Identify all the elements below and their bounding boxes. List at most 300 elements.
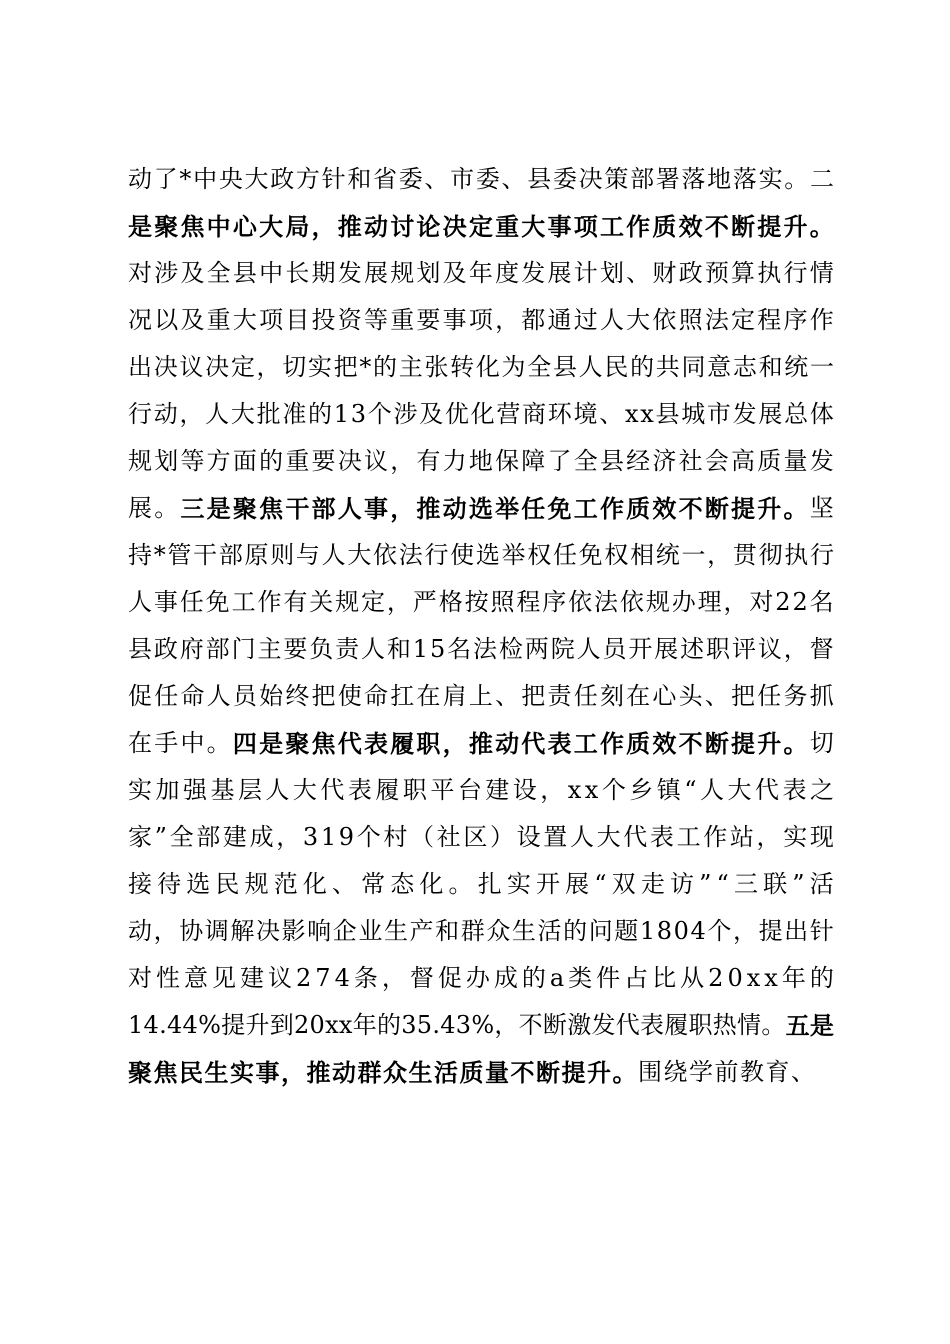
text-char: 及 [442,259,467,287]
text-char: 4 [440,1011,456,1039]
text-char: 个 [367,400,392,428]
text-char: 计 [573,259,598,287]
text-char: 展 [758,400,783,428]
bold-text-char: 焦 [180,212,205,241]
text-char: 总 [784,400,809,428]
text-char: 建 [240,964,264,992]
text-char: % [198,1011,221,1039]
bold-text-char: 举 [495,494,520,523]
text-char: 事 [153,588,178,616]
bold-text-char: 断 [704,729,729,758]
bold-text-char: 重 [495,212,520,241]
text-char: 代 [623,823,648,851]
text-line [128,908,834,955]
text-char: 3 [302,823,319,851]
text-char: 实 [307,353,332,381]
text-char: 统 [784,353,809,381]
text-char: 度 [495,259,520,287]
text-char: 环 [547,400,572,428]
text-char: 开 [628,635,653,663]
text-char: 资 [337,306,362,334]
text-char: 意 [707,353,732,381]
text-char: ， [723,588,748,616]
text-char: 任 [552,541,577,569]
text-char: 4 [167,1011,183,1039]
text-char: 出 [784,917,809,945]
text-char: 1 [412,635,429,663]
text-char: 学 [689,1058,715,1086]
text-char: 决 [337,447,362,475]
text-char: 、 [495,682,520,710]
text-char: 意 [184,964,208,992]
bold-text-char: 质 [626,729,651,758]
text-char: 产 [409,917,434,945]
text-char: 作 [703,823,728,851]
text-char: 情 [737,1011,762,1039]
text-char: 发 [521,259,546,287]
text-char: 职 [706,635,731,663]
text-char: 办 [465,964,490,992]
text-char: 升 [245,1011,270,1039]
text-char: x [624,400,639,428]
text-char: 选 [186,870,211,898]
text-char: x [567,776,582,804]
text-char: 切 [809,729,834,757]
text-char: 县 [655,400,680,428]
text-char: 县 [552,353,577,381]
text-char: 门 [231,635,256,663]
bold-text-char: 动 [495,729,520,758]
text-char: 4 [690,917,706,945]
bold-text-char: 民 [179,1058,205,1087]
text-char: 生 [383,917,408,945]
text-char: 对 [128,964,152,992]
text-char: 都 [521,306,546,334]
text-char: 的 [521,964,546,992]
text-char: 表 [649,823,674,851]
bold-text-char: 工 [573,729,598,758]
text-char: 规 [645,588,670,616]
text-char: 。 [206,729,231,757]
text-char: 加 [155,776,180,804]
bold-text-char: 项 [573,212,598,241]
text-char: 责 [335,635,360,663]
text-char: 方 [206,447,231,475]
text-char: 成 [249,823,274,851]
text-char: 以 [154,306,179,334]
bold-text-char: 推 [306,1058,332,1087]
text-char: 影 [281,917,306,945]
text-char: 条 [353,964,378,992]
bold-text-char: 动 [363,212,388,241]
bold-text-char: 动 [332,1058,358,1087]
text-char: 2 [775,588,791,616]
text-char: 及 [419,400,444,428]
text-char: 使 [337,682,362,710]
text-char: 执 [784,541,809,569]
bold-text-char: 推 [337,212,362,241]
text-char: 年 [468,259,493,287]
bold-text-char: 事 [255,1058,281,1087]
text-char: 个 [356,823,381,851]
bold-text-char: 大 [259,212,284,241]
text-char: 题 [614,917,639,945]
text-line [128,955,834,1002]
text-char: 督 [809,635,834,663]
text-char: 激 [567,1011,592,1039]
text-char: 期 [311,259,336,287]
text-char: 0 [727,964,743,992]
bold-text-char: 焦 [259,494,284,523]
bold-text-char: 。 [783,729,808,758]
text-char: 1 [128,1011,144,1039]
text-line [128,1049,834,1096]
text-char: 人 [569,823,594,851]
text-char: 等 [180,447,205,475]
text-char: 现 [809,823,834,851]
text-char: 社 [678,447,703,475]
text-char: 管 [167,541,192,569]
text-char: 和 [758,353,783,381]
text-char: x [584,776,599,804]
text-char: 长 [285,259,310,287]
text-char: 发 [732,400,757,428]
bold-text-char: 职 [416,729,441,758]
text-char: 一 [681,541,706,569]
text-char: 决 [205,353,230,381]
text-char: 发 [591,1011,616,1039]
text-char: 刻 [599,682,624,710]
bold-text-char: 生 [408,1058,434,1087]
text-char: 商 [522,400,547,428]
text-char: 化 [475,353,500,381]
bold-text-char: 人 [337,494,362,523]
text-char: 4 [182,1011,198,1039]
bold-text-char: 工 [573,494,598,523]
text-char: ， [756,823,781,851]
bold-text-char: 心 [232,212,257,241]
bold-text-char: 中 [206,212,231,241]
text-char: 议 [268,964,292,992]
text-char: 及 [180,306,205,334]
text-char: 任 [573,682,598,710]
text-char: 双 [611,870,636,898]
text-char: 的 [563,917,588,945]
text-char: 决 [153,353,178,381]
text-char: 热 [712,1011,737,1039]
text-char: 5 [416,1011,433,1039]
text-char: 府 [179,635,204,663]
text-char: 委 [398,165,423,193]
bold-text-char: 。 [783,494,808,523]
text-char: 法 [704,306,729,334]
text-char: 持 [128,541,152,569]
text-char: 针 [809,917,834,945]
text-char: 手 [154,729,179,757]
text-char: 走 [640,870,665,898]
text-char: 常 [361,870,386,898]
text-char: 建 [485,776,510,804]
text-char: 任 [179,588,204,616]
text-char: 则 [270,541,295,569]
text-char: 执 [757,259,782,287]
text-char: 省 [373,165,398,193]
text-char: 部 [196,823,221,851]
text-char: 面 [232,447,257,475]
text-char: 城 [681,400,706,428]
text-char: 行 [128,400,152,428]
bold-text-char: ， [442,729,467,758]
text-char: 名 [809,588,834,616]
text-char: 同 [681,353,706,381]
text-char: 问 [588,917,613,945]
bold-text-char: 是 [259,729,284,758]
text-char: 1 [333,400,350,428]
text-char: 议 [757,635,782,663]
text-char: 决 [578,165,603,193]
text-char: 乡 [629,776,654,804]
text-char: 划 [599,259,624,287]
text-char: 全 [527,353,552,381]
bold-text-char: 不 [678,494,703,523]
text-char: 2 [296,964,312,992]
text-char: 心 [652,682,677,710]
text-char: 规 [335,588,360,616]
text-char: 全 [169,823,194,851]
text-char: 决 [255,917,280,945]
text-char: 了 [153,165,178,193]
text-char: 对 [749,588,774,616]
text-char: 3 [455,1011,472,1039]
text-char: 的 [376,1011,401,1039]
text-char: 质 [757,447,782,475]
text-char: 7 [315,964,331,992]
text-char: 项 [468,306,493,334]
text-char: 督 [409,964,434,992]
text-char: 展 [654,635,679,663]
text-char: 大 [347,541,372,569]
text-char: 村 [383,823,408,851]
text-char: 重 [285,447,310,475]
bold-text-char: 效 [678,212,703,241]
text-char: 3 [350,400,367,428]
text-char: 评 [731,635,756,663]
text-char: 县 [599,447,624,475]
text-char: 大 [596,823,621,851]
text-char: 项 [259,306,284,334]
text-char: 主 [398,353,423,381]
text-char: 职 [402,776,427,804]
text-char: 县 [232,259,257,287]
text-char: ” [699,870,712,898]
text-line [128,720,834,767]
text-char: 动 [128,917,152,945]
bold-text-char: 定 [468,212,493,241]
text-char: 家 [128,823,152,851]
text-char: 名 [447,635,472,663]
text-char: 发 [809,447,834,475]
text-char: 彻 [758,541,783,569]
text-line [128,438,834,485]
text-char: 命 [180,682,205,710]
text-char: 9 [338,823,355,851]
text-char: 绕 [663,1058,689,1086]
bold-text-char: 讨 [390,212,415,241]
text-char: 权 [527,541,552,569]
text-line [128,767,834,814]
text-char: 在 [128,729,152,757]
bold-text-char: 任 [521,494,546,523]
text-char: 展 [565,870,590,898]
text-char: 2 [293,1011,310,1039]
text-char: 行 [783,259,808,287]
text-char: 见 [212,964,236,992]
text-char: 扎 [477,870,502,898]
text-char: 央 [218,165,243,193]
text-char: 作 [257,588,282,616]
text-char: 经 [626,447,651,475]
bold-text-char: 动 [442,494,467,523]
text-char: 照 [490,588,515,616]
text-char: 相 [630,541,655,569]
text-char: 民 [215,870,240,898]
text-char: 优 [444,400,469,428]
text-char: 按 [464,588,489,616]
text-char: 了 [547,447,572,475]
bold-text-char: 升 [587,1058,613,1087]
text-char: 把 [311,682,336,710]
text-char: 社 [436,823,461,851]
text-char: 接 [128,870,152,898]
text-char: 年 [352,1011,377,1039]
text-char: . [159,1011,167,1039]
text-char: 议 [363,447,388,475]
text-char: 的 [809,964,834,992]
text-char: 法 [594,588,619,616]
text-char: 动 [153,400,178,428]
text-char: x [325,1011,339,1039]
text-char: 照 [678,306,703,334]
text-char: 大 [232,306,257,334]
text-line [128,532,834,579]
text-char: 把 [521,682,546,710]
text-char: 涉 [154,259,179,287]
text-char: 履 [664,1011,689,1039]
text-char: 人 [206,682,231,710]
text-char: 志 [732,353,757,381]
text-char: 活 [537,917,562,945]
bold-text-char: ， [281,1058,307,1087]
text-char: ， [732,917,757,945]
bold-text-char: 升 [757,494,782,523]
text-line [128,1002,834,1049]
text-char: 人 [128,588,152,616]
text-char: 个 [601,776,626,804]
text-char: 化 [302,870,327,898]
text-char: 的 [373,353,398,381]
text-char: 行 [809,541,834,569]
text-char: * [179,165,192,193]
text-char: 性 [156,964,180,992]
text-char: 代 [320,776,345,804]
text-char: ， [495,306,520,334]
text-char: ” [154,823,167,851]
text-char: 工 [231,588,256,616]
text-char: 终 [285,682,310,710]
text-char: 依 [568,588,593,616]
text-char: 4 [143,1011,159,1039]
text-char: 围 [638,1058,664,1086]
text-char: “ [716,870,729,898]
text-char: 办 [671,588,696,616]
bold-text-char: 质 [459,1058,485,1087]
text-char: 人 [578,353,603,381]
text-char: 促 [128,682,152,710]
text-line [128,344,834,391]
text-char: ， [256,353,281,381]
text-char: 类 [568,964,593,992]
text-char: 把 [731,682,756,710]
text-char: 免 [205,588,230,616]
text-char: 负 [309,635,334,663]
bold-text-char: 代 [521,729,546,758]
text-char: 划 [154,447,179,475]
text-char: 平 [430,776,455,804]
text-char: 理 [697,588,722,616]
text-char: 境 [573,400,598,428]
text-char: a [549,964,565,992]
bold-text-char: 推 [416,494,441,523]
text-char: 8 [656,917,673,945]
text-char: 选 [475,541,500,569]
text-char: 肩 [442,682,467,710]
text-char: 重 [206,306,231,334]
text-char: ， [390,447,415,475]
text-char: 人 [361,635,386,663]
text-char: 落 [732,165,757,193]
text-char: 抓 [809,682,834,710]
bold-text-char: 选 [468,494,493,523]
text-char: 方 [295,165,320,193]
text-char: 把 [333,353,358,381]
bold-text-char: 质 [652,212,677,241]
text-char: 和 [386,635,411,663]
text-char: 重 [390,306,415,334]
text-line [128,391,834,438]
text-char: 实 [506,870,531,898]
text-char: 上 [468,682,493,710]
text-char: 大 [230,400,255,428]
bold-text-char: 效 [652,729,677,758]
text-char: 之 [809,776,834,804]
text-char: * [359,353,372,381]
text-char: ， [783,635,808,663]
text-char: 目 [285,306,310,334]
text-char: 头 [678,682,703,710]
text-char: 1 [320,823,337,851]
text-char: 二 [809,165,834,193]
text-char: 障 [521,447,546,475]
text-char: “ [684,776,697,804]
text-char: 规 [390,259,415,287]
text-char: 述 [680,635,705,663]
text-line [128,156,834,203]
text-char: 履 [375,776,400,804]
text-char: 任 [154,682,179,710]
text-char: 从 [680,964,705,992]
text-char: 规 [128,447,152,475]
bold-text-char: 代 [337,729,362,758]
